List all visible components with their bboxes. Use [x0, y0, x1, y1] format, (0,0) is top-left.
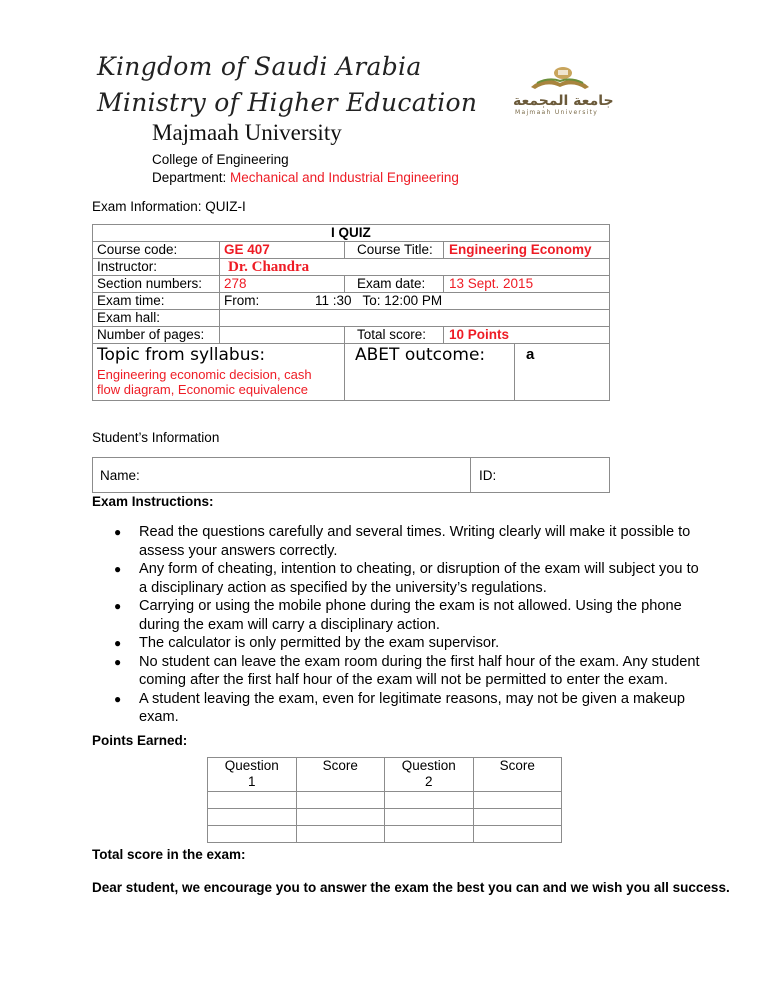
section-label: Section numbers: — [97, 276, 203, 291]
name-field[interactable]: Name: — [100, 468, 140, 483]
logo-latin-text: Majmaah University — [515, 109, 599, 116]
exam-date-label: Exam date: — [357, 276, 426, 291]
total-score-exam-label: Total score in the exam: — [92, 847, 246, 862]
divider — [344, 275, 345, 292]
divider — [514, 343, 515, 401]
university-logo — [505, 67, 615, 117]
instruction-text: No student can leave the exam room during the first half hour of the exam. Any student — [139, 653, 700, 670]
course-code-value: GE 407 — [224, 242, 270, 257]
department-value: Mechanical and Industrial Engineering — [230, 170, 459, 185]
divider — [443, 241, 444, 258]
score-cell[interactable] — [296, 792, 384, 809]
total-score-label: Total score: — [357, 327, 427, 342]
pages-label: Number of pages: — [97, 327, 205, 342]
abet-value: a — [526, 346, 535, 363]
exam-time-label: Exam time: — [97, 293, 165, 308]
instruction-text: during the exam will carry a disciplinary action. — [139, 616, 440, 633]
header-score-2 — [473, 758, 561, 792]
closing-message: Dear student, we encourage you to answer the exam the best you can and we wish you all success. — [92, 880, 730, 895]
instruction-item — [110, 690, 700, 727]
exam-date-value: 13 Sept. 2015 — [449, 276, 534, 291]
score-cell[interactable] — [473, 826, 561, 843]
instruction-text: a disciplinary action as specified by the university’s regulations. — [139, 579, 547, 596]
divider — [93, 343, 609, 344]
logo-arabic-text: جامعة المجمعة — [513, 93, 614, 109]
department-line — [152, 170, 459, 185]
student-info-box — [92, 457, 610, 493]
bullet-icon: ● — [114, 599, 122, 613]
table-row — [208, 826, 562, 843]
ministry-title: Ministry of Higher Education — [97, 88, 478, 117]
divider — [470, 458, 471, 492]
header-question-1 — [208, 758, 297, 792]
header-text: Score — [499, 758, 535, 773]
exam-info-heading: Exam Information: QUIZ-I — [92, 199, 246, 214]
college-name: College of Engineering — [152, 152, 289, 167]
header-text: Question — [224, 758, 279, 773]
instructions-list — [110, 523, 700, 727]
instructor-label: Instructor: — [97, 259, 158, 274]
bullet-icon: ● — [114, 654, 122, 669]
table-row — [208, 792, 562, 809]
bullet-icon: ● — [114, 691, 122, 706]
abet-label: ABET outcome: — [355, 345, 486, 365]
instruction-item — [110, 523, 700, 560]
exam-hall-label: Exam hall: — [97, 310, 161, 325]
bullet-icon: ● — [114, 636, 122, 650]
instruction-text: Carrying or using the mobile phone during the exam is not allowed. Using the phone — [139, 598, 682, 614]
id-field[interactable]: ID: — [479, 468, 497, 483]
bullet-icon: ● — [114, 525, 122, 539]
book-logo-icon — [525, 65, 595, 93]
divider — [443, 275, 444, 292]
score-cell[interactable] — [384, 809, 473, 826]
topic-line-2: flow diagram, Economic equivalence — [97, 382, 308, 397]
course-title-label: Course Title: — [357, 242, 433, 257]
instructor-value: Dr. Chandra — [228, 259, 310, 275]
points-header-row — [208, 758, 562, 792]
score-cell[interactable] — [208, 809, 297, 826]
header-text: Score — [322, 758, 358, 773]
divider — [344, 241, 345, 258]
points-heading: Points Earned: — [92, 733, 188, 748]
from-label: From: — [224, 293, 260, 308]
instruction-text: coming after the first half hour of the exam will not be permitted to enter the exam. — [139, 672, 668, 688]
header-score-1 — [296, 758, 384, 792]
topic-label: Topic from syllabus: — [97, 345, 266, 365]
instruction-item — [110, 634, 700, 653]
instruction-item — [110, 653, 700, 690]
student-info-heading: Student’s Information — [92, 430, 220, 445]
instructions-heading: Exam Instructions: — [92, 494, 214, 509]
header-text: 2 — [425, 774, 433, 789]
instruction-text: Any form of cheating, intention to cheating, or disruption of the exam will subject you to — [139, 561, 699, 577]
header-question-2 — [384, 758, 473, 792]
divider — [443, 326, 444, 343]
course-code-label: Course code: — [97, 242, 178, 257]
score-cell[interactable] — [296, 826, 384, 843]
bullet-icon: ● — [114, 562, 122, 576]
kingdom-title: Kingdom of Saudi Arabia — [97, 52, 422, 81]
divider — [93, 258, 609, 259]
section-value: 278 — [224, 276, 247, 291]
score-cell[interactable] — [208, 792, 297, 809]
score-cell[interactable] — [473, 809, 561, 826]
divider — [344, 326, 345, 401]
score-cell[interactable] — [208, 826, 297, 843]
header-text: Question — [401, 758, 456, 773]
score-cell[interactable] — [473, 792, 561, 809]
score-cell[interactable] — [384, 826, 473, 843]
score-cell[interactable] — [296, 809, 384, 826]
instruction-text: The calculator is only permitted by the exam supervisor. — [139, 635, 500, 651]
score-cell[interactable] — [384, 792, 473, 809]
divider — [93, 309, 609, 310]
department-label: Department: — [152, 170, 231, 185]
quiz-title: I QUIZ — [331, 225, 371, 240]
exam-time-range: 11 :30 To: 12:00 PM — [315, 293, 443, 308]
divider — [219, 241, 220, 343]
instruction-text: A student leaving the exam, even for legitimate reasons, may not be given a makeup — [139, 690, 685, 707]
points-table — [207, 757, 562, 843]
instruction-item — [110, 560, 700, 597]
instruction-text: assess your answers correctly. — [139, 542, 338, 559]
header-text: 1 — [248, 774, 256, 789]
table-row — [208, 809, 562, 826]
instruction-text: exam. — [139, 709, 179, 725]
exam-info-table — [92, 224, 610, 401]
university-name: Majmaah University — [152, 120, 342, 145]
instruction-text: Read the questions carefully and several times. Writing clearly will make it possible to — [139, 524, 691, 540]
topic-line-1: Engineering economic decision, cash — [97, 367, 312, 382]
course-title-value: Engineering Economy — [449, 242, 592, 257]
total-score-value: 10 Points — [449, 327, 510, 342]
instruction-item — [110, 597, 700, 634]
